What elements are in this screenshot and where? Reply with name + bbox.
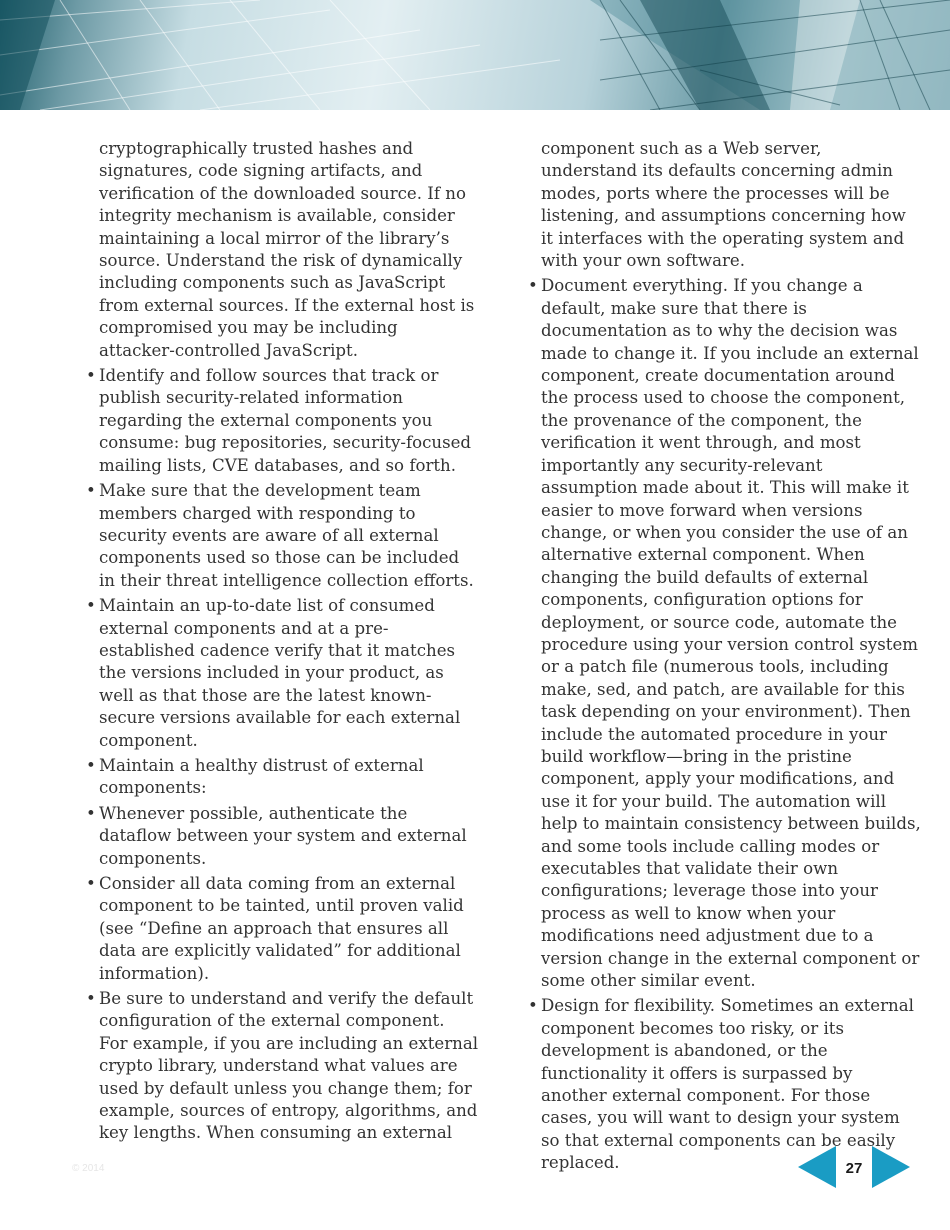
glass-building-graphic	[0, 0, 950, 110]
list-item: • Maintain an up-to-date list of consumed external components and at a pre-established cadence verify that it matches the versions included in your product, as well as that those are the latest known-secure versions available for each external component.	[86, 595, 478, 752]
list-item: • Design for flexibility. Sometimes an external component becomes too risky, or its development is abandoned, or the functionality it offers is surpassed by another external component. For those cases, you will want to design your system so that external components can be easily replaced.	[528, 995, 922, 1174]
bullet-list	[86, 365, 478, 1145]
list-item: • Whenever possible, authenticate the dataflow between your system and external components.	[86, 803, 478, 870]
list-item: • Be sure to understand and verify the default configuration of the external component. For example, if you are including an external crypto library, understand what values are used by default unless you change them; for example, sources of entropy, algorithms, and key lengths. When consuming an external	[86, 988, 478, 1145]
previous-page-icon[interactable]	[798, 1146, 836, 1188]
list-item: • Make sure that the development team members charged with responding to security events are aware of all external components used so those can be included in their threat intelligence collection efforts.	[86, 480, 478, 592]
list-item: • Consider all data coming from an external component to be tainted, until proven valid (see “Define an approach that ensures all data are explicitly validated” for additional information).	[86, 873, 478, 985]
continuation-paragraph: component such as a Web server, understand its defaults concerning admin modes, ports where the processes will be listening, and assumptions concerning how it interfaces with the operating system and with your own software.	[541, 139, 906, 271]
list-item: • Document everything. If you change a default, make sure that there is documentation as to why the decision was made to change it. If you include an external component, create documentation around the process used to choose the component, the provenance of the component, the verification it went through, and most importantly any security-relevant assumption made about it. This will make it easier to move forward when versions change, or when you consider the use of an alternative external component. When changing the build defaults of external components, configuration options for deployment, or source code, automate the procedure using your version control system or a patch file (numerous tools, including make, sed, and patch, are available for this task depending on your environment). Then include the automated procedure in your build workflow—bring in the pristine component, apply your modifications, and use it for your build. The automation will help to maintain consistency between builds, and some tools include calling modes or executables that validate their own configurations; leverage those into your process as well to know when your modifications need adjustment due to a version change in the external component or some other similar event.	[528, 275, 922, 992]
list-item: • Identify and follow sources that track or publish security-related information regarding the external components you consume: bug repositories, security-focused mailing lists, CVE databases, and so forth.	[86, 365, 478, 477]
bullet-list	[528, 275, 922, 1174]
right-column	[528, 138, 922, 1175]
next-page-icon[interactable]	[872, 1146, 910, 1188]
left-column	[86, 138, 478, 1145]
list-item: • Maintain a healthy distrust of external components:	[86, 755, 478, 800]
copyright-text: © 2014	[72, 1163, 105, 1174]
page-number: 27	[845, 1160, 863, 1177]
continuation-paragraph: cryptographically trusted hashes and signatures, code signing artifacts, and verification of the downloaded source. If no integrity mechanism is available, consider maintaining a local mirror of the library’s source. Understand the risk of dynamically including components such as JavaScript from external sources. If the external host is compromised you may be including attacker-controlled JavaScript.	[99, 139, 475, 360]
header-banner-image	[0, 0, 950, 110]
